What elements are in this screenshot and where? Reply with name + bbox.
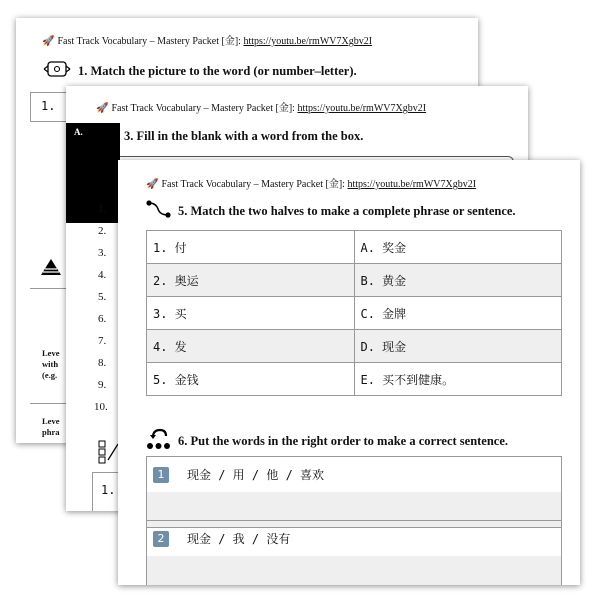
header-title: Fast Track Vocabulary – Mastery Packet [金]: <box>161 179 348 190</box>
blank-number: 8. <box>98 357 107 369</box>
header-link[interactable]: https://youtu.be/rmWV7Xgbv2I <box>347 179 477 190</box>
section-5-heading <box>146 200 516 222</box>
worksheet-page-3 <box>118 160 580 585</box>
picture-frame-icon <box>42 60 72 82</box>
left-half: 2. 奥运 <box>147 264 355 297</box>
item-number: 1. <box>101 483 116 497</box>
page-header <box>42 32 372 47</box>
blank-number: 2. <box>98 225 107 237</box>
level-text: Leve with (e.g. <box>42 348 60 380</box>
table-row <box>147 297 562 330</box>
left-half: 5. 金钱 <box>147 363 355 396</box>
block-label: A. <box>74 127 83 137</box>
blank-number: 10. <box>94 401 108 413</box>
section-5-title: 5. Match the two halves to make a complete phrase or sentence. <box>178 203 516 218</box>
blank-number: 5. <box>98 291 107 303</box>
right-half: C. 金牌 <box>354 297 562 330</box>
table-row <box>147 330 562 363</box>
blank-number: 7. <box>98 335 107 347</box>
left-half: 4. 发 <box>147 330 355 363</box>
table-row <box>147 363 562 396</box>
rocket-icon: 🚀 <box>96 103 109 114</box>
scrambled-words: 现金 / 我 / 没有 <box>187 532 291 546</box>
left-half: 3. 买 <box>147 297 355 330</box>
right-half: B. 黄金 <box>354 264 562 297</box>
answer-line[interactable] <box>147 556 561 585</box>
right-half: A. 奖金 <box>354 231 562 264</box>
item-badge: 2 <box>153 531 169 547</box>
item-number: 1. <box>41 99 56 113</box>
section-6-heading <box>146 428 508 454</box>
page-header <box>146 175 476 190</box>
section-1-heading <box>42 60 357 82</box>
section-6-title: 6. Put the words in the right order to make a correct sentence. <box>178 433 509 448</box>
left-half: 1. 付 <box>147 231 355 264</box>
blank-number: 6. <box>98 313 107 325</box>
scrambled-words: 现金 / 用 / 他 / 喜欢 <box>187 468 325 482</box>
ordering-icon <box>98 440 120 469</box>
order-item-box <box>146 456 562 528</box>
connect-dots-icon <box>146 200 172 222</box>
header-title: Fast Track Vocabulary – Mastery Packet [金]: <box>111 103 298 114</box>
table-row <box>147 231 562 264</box>
section-1-title: 1. Match the picture to the word (or number–letter). <box>78 63 357 78</box>
header-link[interactable]: https://youtu.be/rmWV7Xgbv2I <box>243 36 373 47</box>
item-badge: 1 <box>153 467 169 483</box>
order-item <box>147 457 561 492</box>
order-item-box <box>146 520 562 585</box>
rocket-icon: 🚀 <box>42 36 55 47</box>
header-title: Fast Track Vocabulary – Mastery Packet [金]: <box>57 36 244 47</box>
level-text-2: Leve phra <box>42 416 60 437</box>
page-header <box>96 99 426 114</box>
rocket-icon: 🚀 <box>146 179 159 190</box>
black-image-block <box>66 123 120 223</box>
section-3-title: 3. Fill in the blank with a word from the box. <box>124 128 364 143</box>
right-half: D. 现金 <box>354 330 562 363</box>
reorder-icon <box>146 428 172 454</box>
blank-number: 1. <box>98 203 107 215</box>
order-item <box>147 521 561 556</box>
table-row <box>147 264 562 297</box>
header-link[interactable]: https://youtu.be/rmWV7Xgbv2I <box>297 103 427 114</box>
pyramid-icon <box>40 258 62 281</box>
blank-number: 3. <box>98 247 107 259</box>
right-half: E. 买不到健康。 <box>354 363 562 396</box>
blank-number: 9. <box>98 379 107 391</box>
match-table <box>146 230 562 396</box>
section-3-heading <box>96 124 363 148</box>
blank-number: 4. <box>98 269 107 281</box>
